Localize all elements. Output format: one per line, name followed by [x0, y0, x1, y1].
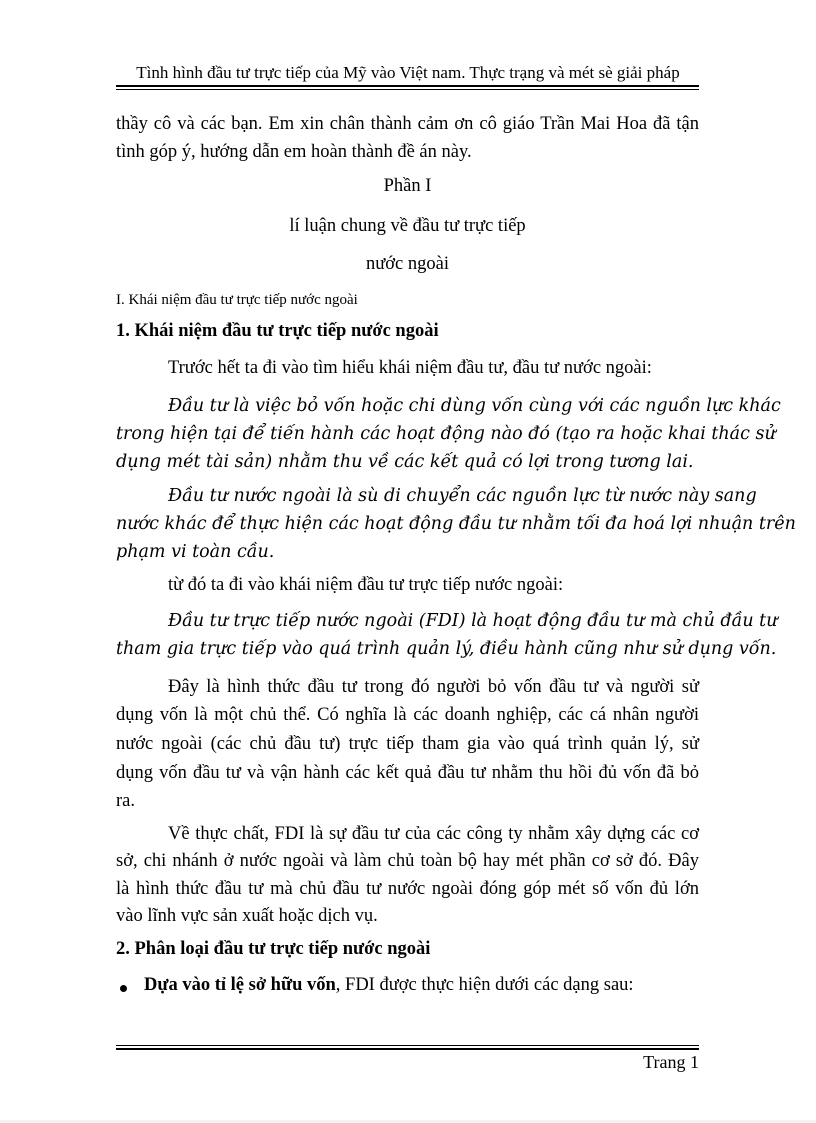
definition-text: Đầu tư trực tiếp nước ngoài (FDI) là hoạt động đầu tư mà chủ đầu tư: [168, 611, 778, 631]
definition-text: Đầu tư nước ngoài là sù di chuyển các nguồn lực từ nước này sang: [168, 486, 757, 506]
body-text-line: Về thực chất, FDI là sự đầu tư của các công ty nhằm xây dựng các cơ: [168, 824, 699, 844]
body-text-line: vào lĩnh vực sản xuất hoặc dịch vụ.: [116, 906, 378, 926]
definition-text: tham gia trực tiếp vào quá trình quản lý, điều hành cũng như sử dụng vốn.: [116, 639, 777, 659]
body-text-line: nước ngoài (các chủ đầu tư) trực tiếp tham gia vào quá trình quản lý, sử: [116, 734, 699, 754]
subsection-heading: 1. Khái niệm đầu tư trực tiếp nước ngoài: [116, 321, 439, 341]
part-label: Phần I: [383, 176, 432, 196]
body-text-line: thầy cô và các bạn. Em xin chân thành cảm ơn cô giáo Trần Mai Hoa đã tận: [116, 114, 699, 134]
definition-text: phạm vi toàn cầu.: [116, 542, 275, 562]
section-heading: I. Khái niệm đầu tư trực tiếp nước ngoài: [116, 292, 358, 308]
body-text-line: sở, chi nhánh ở nước ngoài và làm chủ toàn bộ hay mét phần cơ sở đó. Đây: [116, 851, 699, 871]
definition-text: nước khác để thực hiện các hoạt động đầu tư nhằm tối đa hoá lợi nhuận trên: [116, 514, 796, 534]
bullet-dot-icon: [120, 985, 127, 992]
body-text-line: ra.: [116, 791, 135, 811]
footer-rule-thin: [116, 1045, 699, 1046]
header-rule-thin: [116, 89, 699, 90]
body-text-line: Trước hết ta đi vào tìm hiểu khái niệm đầu tư, đầu tư nước ngoài:: [168, 358, 652, 378]
part-title: lí luận chung về đầu tư trực tiếp: [289, 216, 526, 236]
definition-text: trong hiện tại để tiến hành các hoạt động nào đó (tạo ra hoặc khai thác sử: [116, 424, 776, 444]
body-text-line: tình góp ý, hướng dẫn em hoàn thành đề án này.: [116, 142, 472, 162]
bullet-text: , FDI được thực hiện dưới các dạng sau:: [335, 975, 634, 995]
body-text-line: từ đó ta đi vào khái niệm đầu tư trực tiếp nước ngoài:: [168, 575, 564, 595]
bullet-item: [144, 975, 634, 996]
bullet-bold-text: Dựa vào tỉ lệ sở hữu vốn: [144, 975, 336, 995]
definition-text: Đầu tư là việc bỏ vốn hoặc chi dùng vốn cùng với các nguồn lực khác: [168, 396, 781, 416]
page-number: Trang 1: [643, 1052, 699, 1072]
body-text-line: là hình thức đầu tư mà chủ đầu tư nước ngoài đóng góp mét số vốn đủ lớn: [116, 879, 699, 899]
body-text-line: Đây là hình thức đầu tư trong đó người bỏ vốn đầu tư và người sử: [168, 677, 699, 697]
body-text-line: dụng vốn đầu tư và vận hành các kết quả đầu tư nhằm thu hồi đủ vốn đã bỏ: [116, 763, 699, 783]
body-text-line: dụng vốn là một chủ thể. Có nghĩa là các doanh nghiệp, các cá nhân người: [116, 705, 699, 725]
header-rule-thick: [116, 85, 699, 87]
definition-text: dụng mét tài sản) nhằm thu về các kết quả có lợi trong tương lai.: [116, 452, 694, 472]
footer-rule-thick: [116, 1048, 699, 1050]
running-header: Tình hình đầu tư trực tiếp của Mỹ vào Việt nam. Thực trạng và mét sè giải pháp: [136, 63, 680, 82]
part-title: nước ngoài: [366, 254, 449, 274]
subsection-heading: 2. Phân loại đầu tư trực tiếp nước ngoài: [116, 939, 431, 959]
